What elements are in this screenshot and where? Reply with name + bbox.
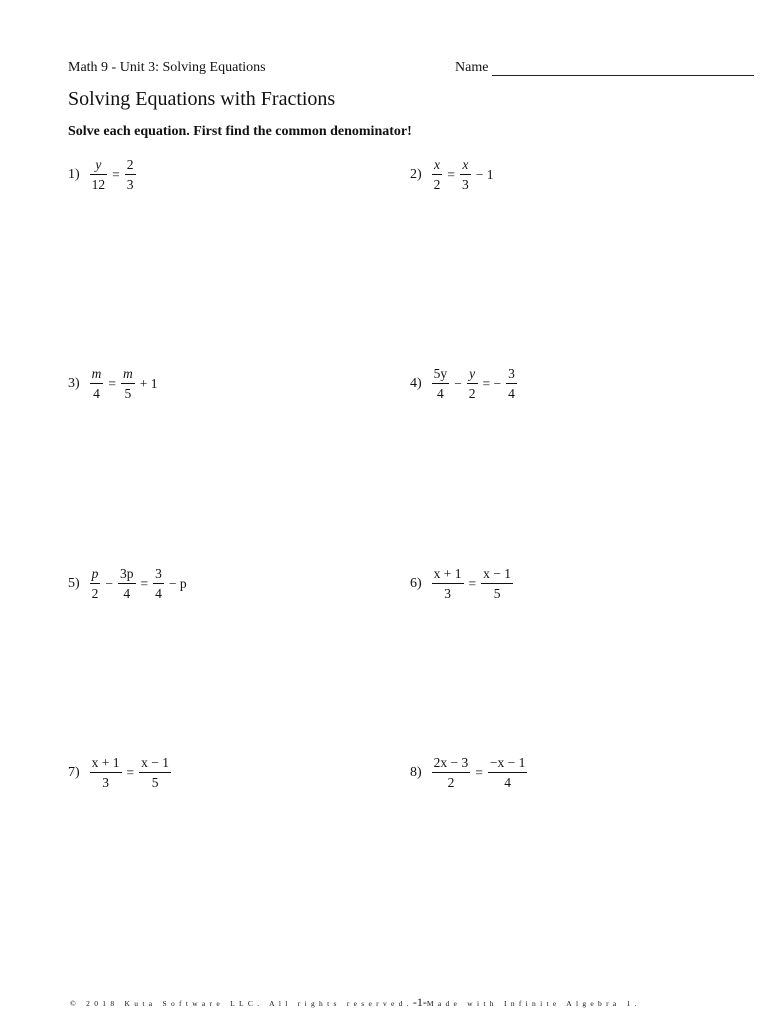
problem-2	[410, 158, 497, 191]
problem-8	[410, 756, 529, 789]
fraction: $\frac{x}{3}$	[462, 157, 469, 192]
worksheet-title: Solving Equations with Fractions	[68, 88, 336, 110]
fraction: $\frac{5y}{4}$	[433, 366, 448, 401]
course-title: Math 9 - Unit 3: Solving Equations	[68, 60, 266, 75]
equation: $\frac{x}{2}$ = $\frac{x}{3}$ − 1	[433, 157, 494, 192]
fraction: $\frac{y}{2}$	[468, 366, 476, 401]
equation: $\frac{x + 1}{3}$ = $\frac{x - 1}{5}$	[433, 566, 512, 601]
equation: $\frac{y}{12}$ = $\frac{2}{3}$	[91, 157, 134, 192]
problem-5	[68, 567, 190, 600]
fraction: $\frac{x - 1}{5}$	[141, 755, 170, 790]
problem-number: 3)	[68, 375, 80, 391]
fraction: $\frac{3}{4}$	[155, 566, 162, 601]
problem-3	[68, 367, 161, 400]
name-blank-line[interactable]	[492, 75, 754, 76]
problem-6	[410, 567, 515, 600]
instructions: Solve each equation. First find the common denominator!	[68, 124, 412, 139]
equation: $\frac{x + 1}{3}$ = $\frac{x - 1}{5}$	[91, 755, 170, 790]
fraction: $\frac{x + 1}{3}$	[91, 755, 120, 790]
fraction: $\frac{2x - 3}{2}$	[433, 755, 469, 790]
problem-number: 1)	[68, 166, 80, 182]
fraction: $\frac{-x - 1}{4}$	[489, 755, 526, 790]
fraction: $\frac{p}{2}$	[91, 566, 99, 601]
footer	[70, 995, 641, 1010]
problem-1	[68, 158, 138, 191]
fraction: $\frac{2}{3}$	[126, 157, 134, 192]
equation: $\frac{5y}{4}$ − $\frac{y}{2}$ = − $\frac{3}{4}$	[433, 366, 515, 401]
problem-number: 2)	[410, 166, 422, 182]
made-with-text: Made with Infinite Algebra 1.	[426, 999, 641, 1008]
problem-4	[410, 367, 519, 400]
fraction: $\frac{x}{2}$	[433, 157, 441, 192]
page-number: -1-	[412, 995, 427, 1009]
fraction: $\frac{3}{4}$	[508, 366, 515, 401]
copyright-text: © 2018 Kuta Software LLC. All rights reserved.	[70, 999, 413, 1008]
problem-number: 6)	[410, 575, 422, 591]
problem-number: 7)	[68, 764, 80, 780]
problem-7	[68, 756, 173, 789]
fraction: $\frac{y}{12}$	[91, 157, 106, 192]
problem-number: 4)	[410, 375, 422, 391]
problem-number: 8)	[410, 764, 422, 780]
fraction: $\frac{x - 1}{5}$	[483, 566, 512, 601]
fraction: $\frac{3p}{4}$	[120, 566, 134, 601]
name-label: Name	[455, 60, 489, 75]
fraction: $\frac{m}{4}$	[91, 366, 102, 401]
equation: $\frac{2x - 3}{2}$ = $\frac{-x - 1}{4}$	[433, 755, 526, 790]
equation: $\frac{p}{2}$ − $\frac{3p}{4}$ = $\frac{3}{4}$ − p	[91, 566, 187, 601]
fraction: $\frac{m}{5}$	[123, 366, 133, 401]
fraction: $\frac{x + 1}{3}$	[433, 566, 462, 601]
problem-number: 5)	[68, 575, 80, 591]
equation: $\frac{m}{4}$ = $\frac{m}{5}$ + 1	[91, 366, 158, 401]
